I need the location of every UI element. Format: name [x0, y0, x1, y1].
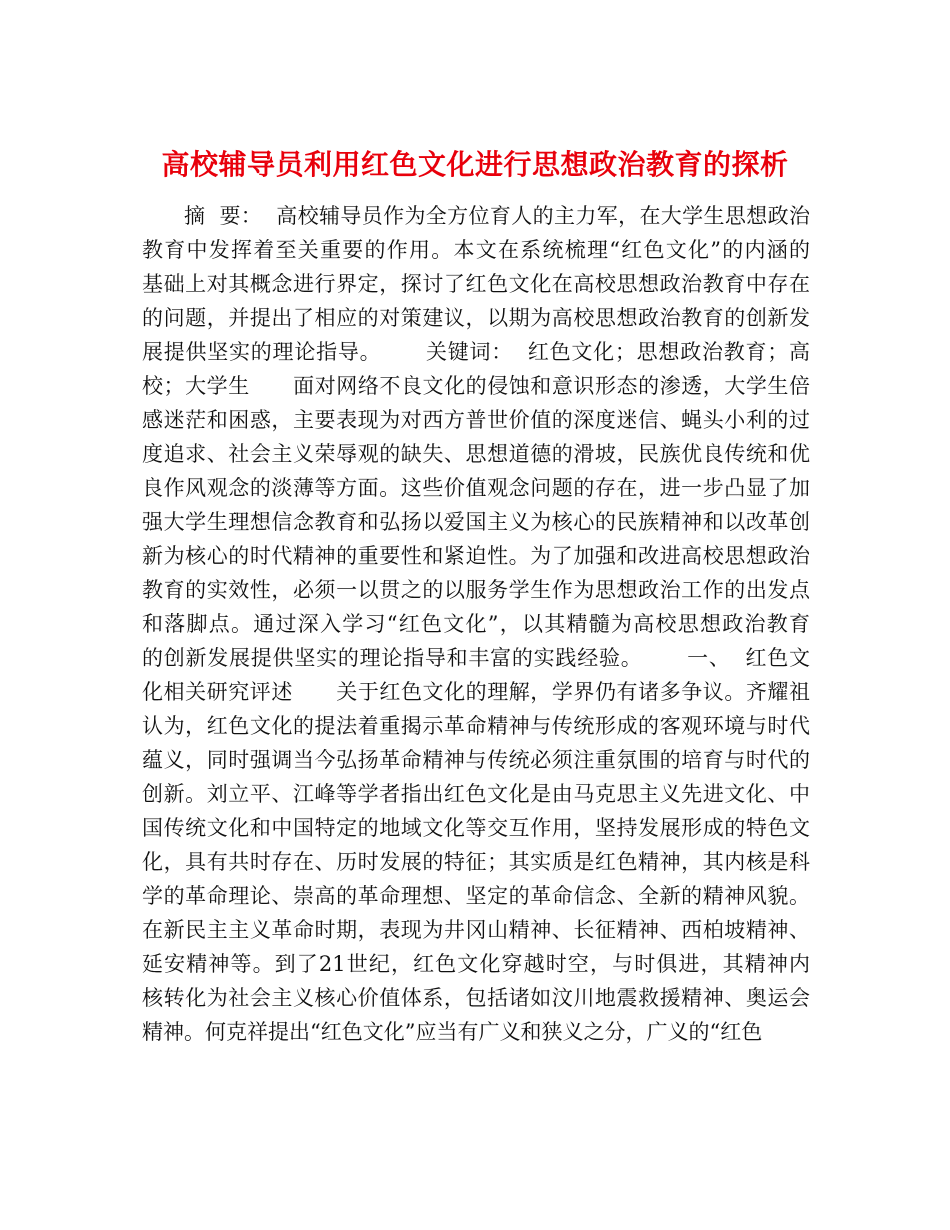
body-line: 摘 要： 高校辅导员作为全方位育人的主力军，在大学生思想政治 — [184, 204, 810, 228]
body-line: 新为核心的时代精神的重要性和紧迫性。为了加强和改进高校思想政治 — [142, 544, 810, 568]
body-line: 展提供坚实的理论指导。 关键词： 红色文化；思想政治教育；高 — [142, 340, 810, 364]
body-line: 度追求、社会主义荣辱观的缺失、思想道德的滑坡，民族优良传统和优 — [142, 442, 810, 466]
body-line: 和落脚点。通过深入学习“红色文化”，以其精髓为高校思想政治教育 — [142, 612, 810, 636]
body-line: 延安精神等。到了21世纪，红色文化穿越时空，与时俱进，其精神内 — [142, 952, 810, 976]
body-line: 良作风观念的淡薄等方面。这些价值观念问题的存在，进一步凸显了加 — [142, 476, 810, 500]
document-body — [142, 199, 810, 1049]
body-line: 认为，红色文化的提法着重揭示革命精神与传统形成的客观环境与时代 — [142, 714, 810, 738]
body-line: 创新。刘立平、江峰等学者指出红色文化是由马克思主义先进文化、中 — [142, 782, 810, 806]
body-line: 的问题，并提出了相应的对策建议，以期为高校思想政治教育的创新发 — [142, 306, 810, 330]
body-line: 精神。何克祥提出“红色文化”应当有广义和狭义之分，广义的“红色 — [142, 1020, 763, 1044]
body-line: 国传统文化和中国特定的地域文化等交互作用，坚持发展形成的特色文 — [142, 816, 810, 840]
body-line: 核转化为社会主义核心价值体系，包括诸如汶川地震救援精神、奥运会 — [142, 986, 810, 1010]
body-line: 的创新发展提供坚实的理论指导和丰富的实践经验。 一、 红色文 — [142, 646, 810, 670]
document-title: 高校辅导员利用红色文化进行思想政治教育的探析 — [161, 147, 789, 181]
body-line: 基础上对其概念进行界定，探讨了红色文化在高校思想政治教育中存在 — [142, 272, 810, 296]
body-line: 教育中发挥着至关重要的作用。本文在系统梳理“红色文化”的内涵的 — [142, 238, 810, 262]
body-line: 学的革命理论、崇高的革命理想、坚定的革命信念、全新的精神风貌。 — [142, 884, 810, 908]
body-line: 教育的实效性，必须一以贯之的以服务学生作为思想政治工作的出发点 — [142, 578, 810, 602]
body-line: 校；大学生 面对网络不良文化的侵蚀和意识形态的渗透，大学生倍 — [142, 374, 810, 398]
body-line: 化相关研究评述 关于红色文化的理解，学界仍有诸多争议。齐耀祖 — [142, 680, 810, 704]
body-line: 蕴义，同时强调当今弘扬革命精神与传统必须注重氛围的培育与时代的 — [142, 748, 810, 772]
body-line: 强大学生理想信念教育和弘扬以爱国主义为核心的民族精神和以改革创 — [142, 510, 810, 534]
body-line: 感迷茫和困惑，主要表现为对西方普世价值的深度迷信、蝇头小利的过 — [142, 408, 810, 432]
body-line: 化，具有共时存在、历时发展的特征；其实质是红色精神，其内核是科 — [142, 850, 810, 874]
body-line: 在新民主主义革命时期，表现为井冈山精神、长征精神、西柏坡精神、 — [142, 918, 810, 942]
